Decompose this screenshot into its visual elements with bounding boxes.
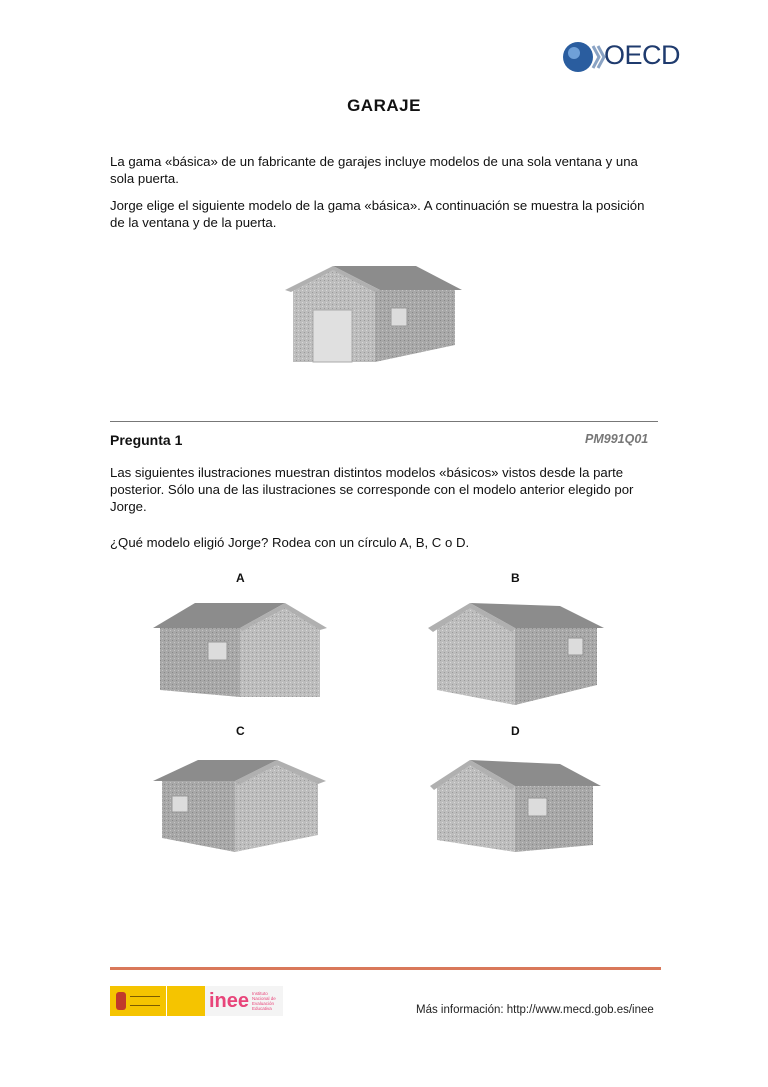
page-title: GARAJE <box>347 96 421 115</box>
ministry-logo <box>167 986 205 1016</box>
garage-option-d <box>430 760 601 852</box>
intro-paragraph-2: Jorge elige el siguiente modelo de la gama «básica». A continuación se muestra la posición de la ventana y de la puerta. <box>110 198 645 230</box>
option-d-label[interactable]: D <box>511 724 520 738</box>
coat-of-arms-icon <box>116 992 126 1010</box>
footer-divider <box>110 967 661 970</box>
question-prompt: ¿Qué modelo eligió Jorge? Rodea con un círculo A, B, C o D. <box>110 535 470 550</box>
garage-door <box>313 310 352 362</box>
more-info-link[interactable]: Más información: http://www.mecd.gob.es/inee <box>416 1004 654 1016</box>
inee-logo: inee Instituto Nacional de Evaluación Educativa <box>205 986 283 1016</box>
garage-option-a <box>153 603 327 697</box>
garage-window <box>391 308 407 326</box>
oecd-logo-text: OECD <box>604 40 681 70</box>
gov-logo <box>110 986 166 1016</box>
option-c-label[interactable]: C <box>236 724 245 738</box>
question-paragraph: Las siguientes ilustraciones muestran distintos modelos «básicos» vistos desde la parte posterior. Sólo una de las ilustraciones se corresponde con el modelo anterior elegido por Jorge. <box>110 465 634 514</box>
question-title: Pregunta 1 <box>110 432 183 448</box>
garage-option-b <box>428 603 604 705</box>
option-b-label[interactable]: B <box>511 571 520 585</box>
question-code: PM991Q01 <box>585 432 649 446</box>
intro-paragraph-1: La gama «básica» de un fabricante de garajes incluye modelos de una sola ventana y una sola puerta. <box>110 154 638 186</box>
option-a-label[interactable]: A <box>236 571 245 585</box>
section-divider <box>110 421 658 422</box>
garage-main <box>285 266 462 362</box>
footer-logos <box>110 986 283 1016</box>
garage-option-c <box>153 760 326 852</box>
